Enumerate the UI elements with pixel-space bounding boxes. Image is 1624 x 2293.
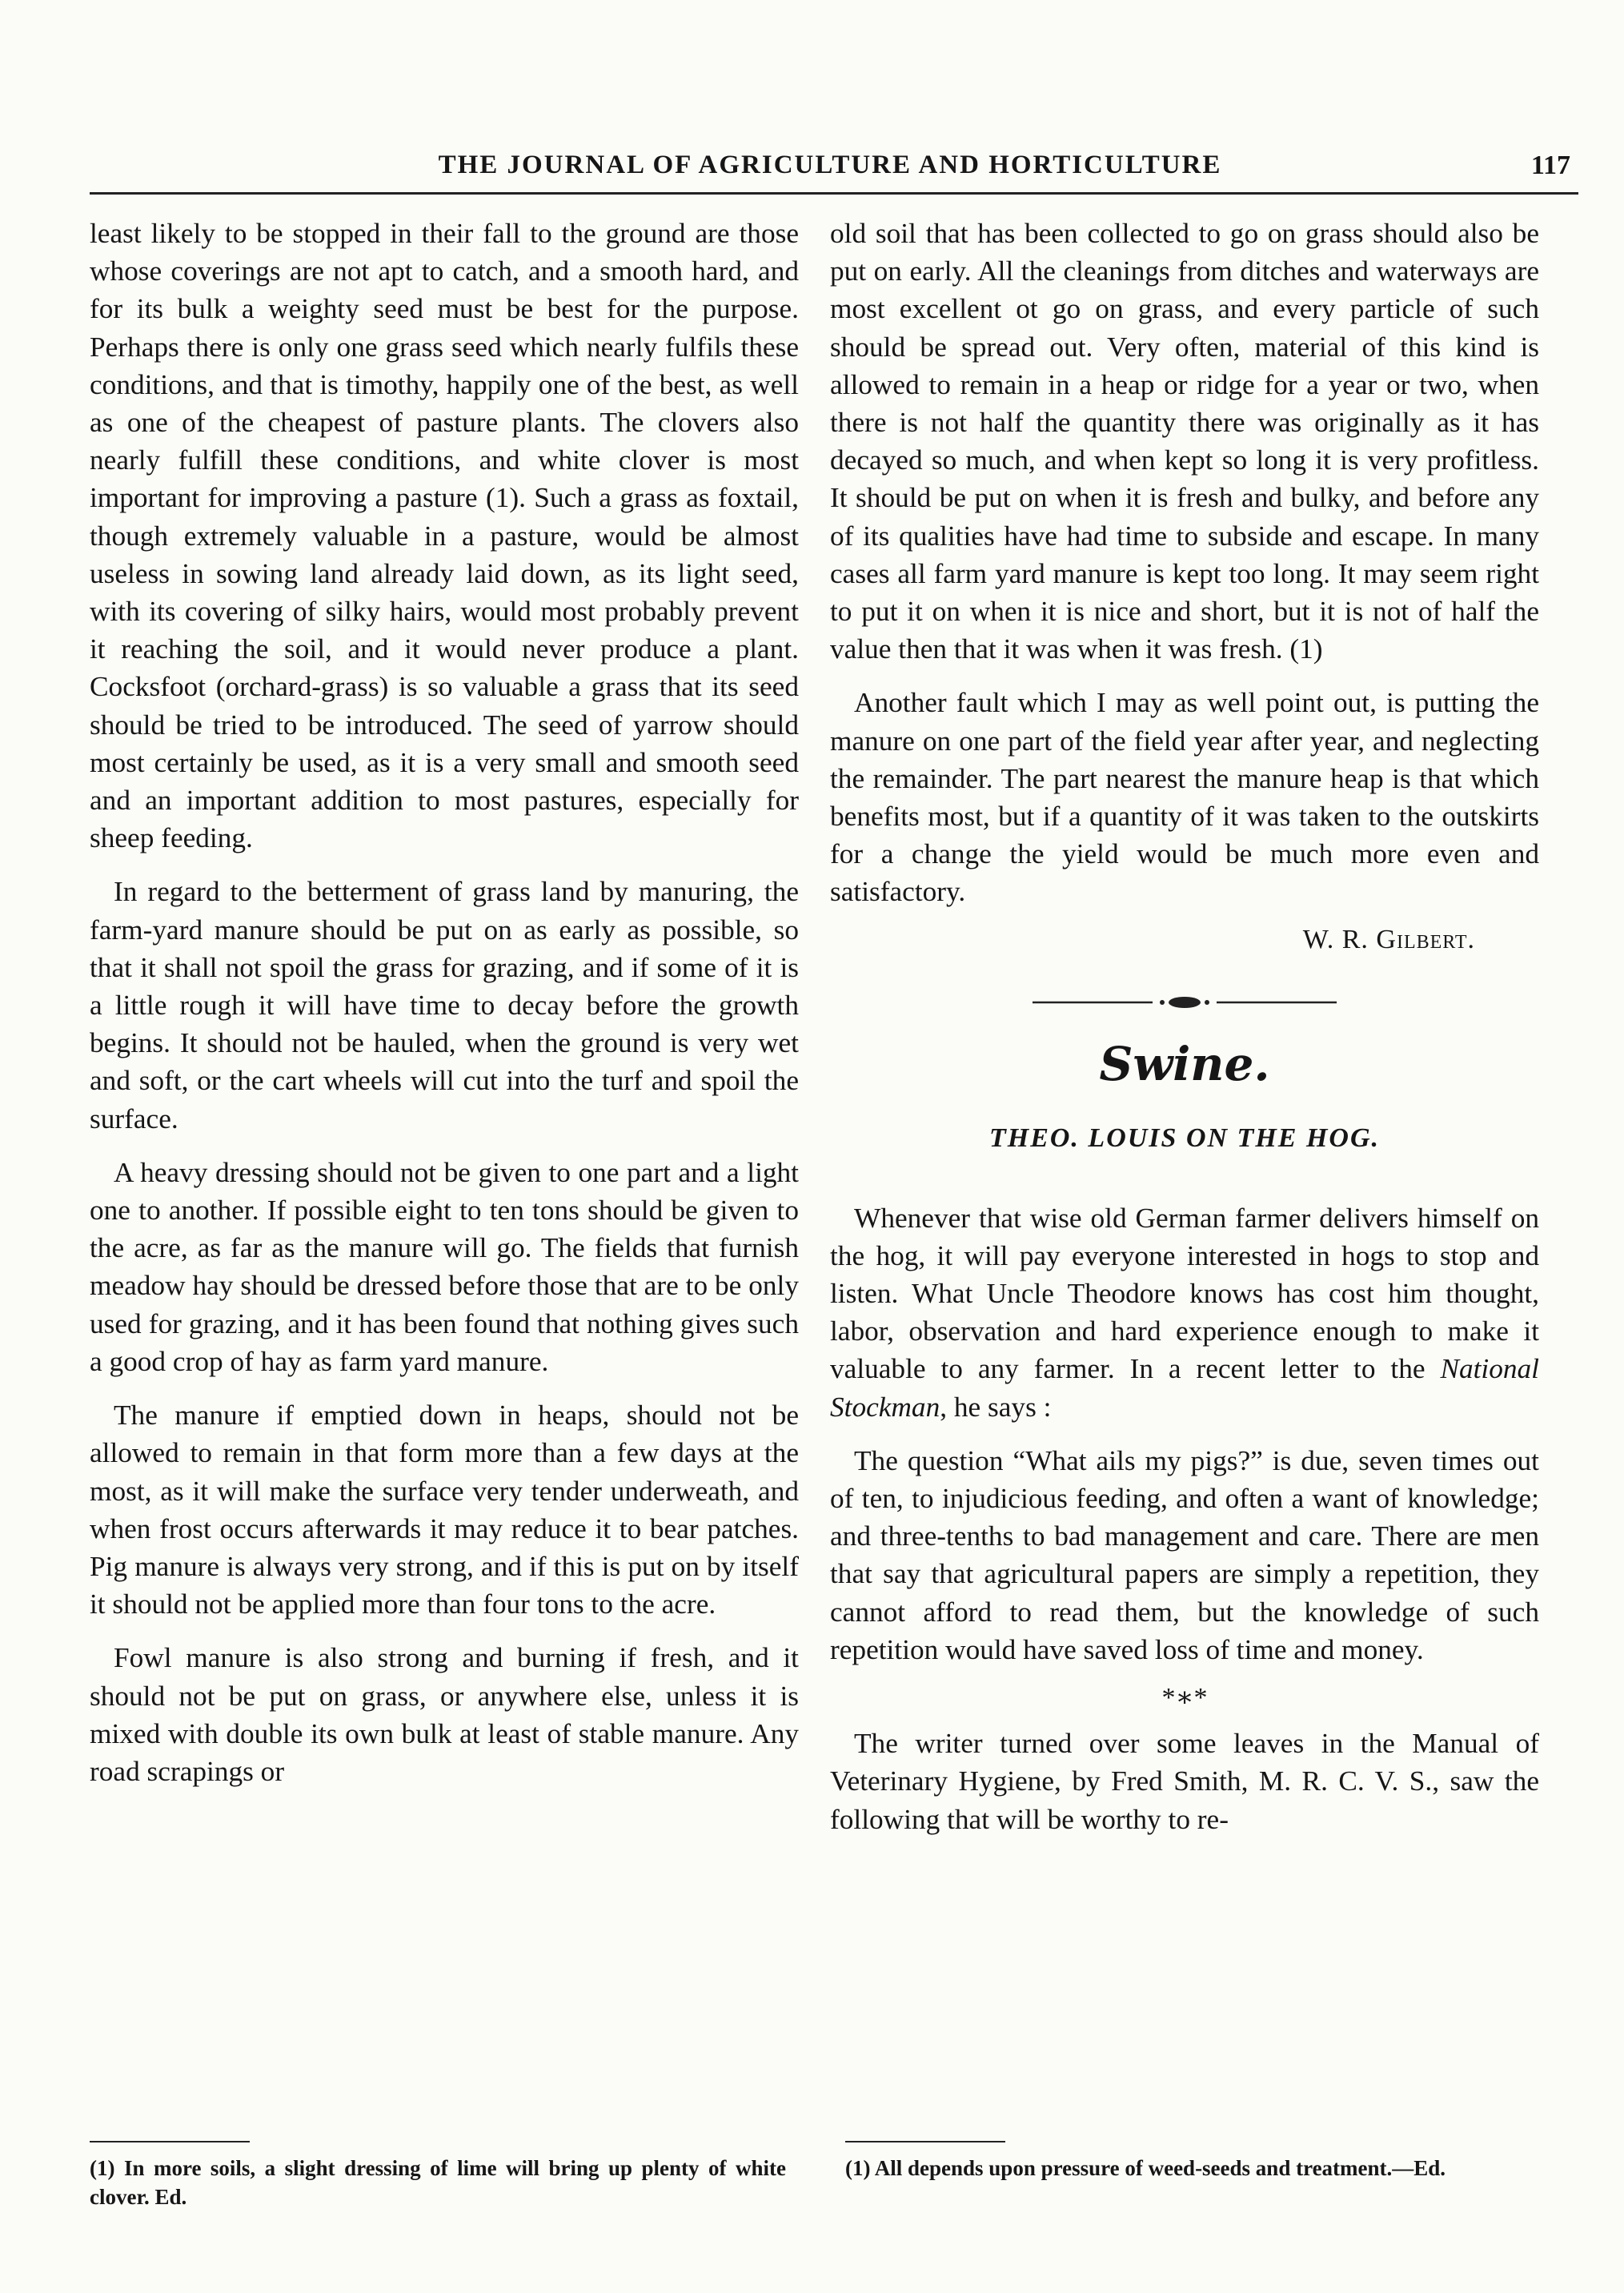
paragraph: Fowl manure is also strong and burning if fresh, and it should not be put on grass, or anywhere else, unless it is mixed with double its own bulk at least of stable manure. Any road scrapings or (90, 1642, 799, 1787)
footnote-left: (1) In more soils, a slight dressing of lime will bring up plenty of white clover. Ed. (90, 2156, 786, 2209)
publication-name: National Stockman (830, 1353, 1539, 1423)
page-number: 117 (1530, 151, 1570, 180)
right-column (830, 215, 1539, 1854)
footnote-rule (90, 2141, 250, 2142)
author-signature: W. R. Gilbert. (1302, 924, 1475, 954)
paragraph: The manure if emptied down in heaps, should not be allowed to remain in that form more than a few days at the most, as it will make the surface very tender underweath, and when frost occurs afterwards it may reduce it to bear patches. Pig manure is always very strong, and if this is put on by itself it should not be applied more than four tons to the acre. (90, 1399, 799, 1620)
paragraph: Another fault which I may as well point out, is putting the manure on one part of the field year after year, and neglecting the remainder. The part nearest the manure heap is that which benefits most, but if a quantity of it was taken to the outskirts for a change the yield would be much more even and satisfactory. (830, 687, 1539, 908)
paragraph: The writer turned over some leaves in the Manual of Veterinary Hygiene, by Fred Smith, M. R. C. V. S., saw the following that will be worthy to re- (830, 1728, 1539, 1835)
paragraph: A heavy dressing should not be given to one part and a light one to another. If possible eight to ten tons should be given to the acre, as far as the manure will go. The fields that furnish meadow hay should be dressed before those that are to be only used for grazing, and it has been found that nothing gives such a good crop of hay as farm yard manure. (90, 1156, 799, 1377)
running-header (90, 144, 1570, 187)
left-column (90, 215, 799, 1806)
paragraph: In regard to the betterment of grass land by manuring, the farm-yard manure should be put on as early as possible, so that it shall not spoil the grass for grazing, and if some of it is a little rough it will have time to decay before the growth begins. It should not be hauled, when the ground is very wet and soft, or the cart wheels will cut into the turf and spoil the surface. (90, 876, 799, 1134)
paragraph: old soil that has been collected to go on grass should also be put on early. All the cleanings from ditches and waterways are most excellent ot go on grass, and every particle of such should be spread out. Very often, material of this kind is allowed to remain in a heap or ridge for a year or two, when there is not half the quantity there was originally as it has decayed so much, and when kept so long it is very profitless. It should be put on when it is fresh and bulky, and before any of its qualities have had time to subside and escape. In many cases all farm yard manure is kept too long. It may seem right to put it on when it is nice and short, but it is not of half the value then that it was when it was fresh. (1) (830, 218, 1539, 665)
footnote-rule (845, 2141, 1005, 2142)
paragraph-text: Whenever that wise old German farmer delivers himself on the hog, it will pay everyone interested in hogs to stop and listen. What Uncle Theodore knows has cost him thought, labor, observation and hard experience enough to make it valuable to any farmer. In a recent letter to the (830, 1202, 1539, 1385)
paragraph (830, 1199, 1539, 1426)
running-title: THE JOURNAL OF AGRICULTURE AND HORTICULTURE (438, 151, 1222, 179)
section-title: Swine. (1099, 1036, 1270, 1091)
asterism: *∗* (1161, 1683, 1208, 1713)
ornamental-rule-icon (1033, 993, 1337, 1012)
paragraph-text: , he says : (940, 1391, 1052, 1423)
paragraph: least likely to be stopped in their fall to the ground are those whose coverings are not apt to catch, and a smooth hard, and for its bulk a weighty seed must be best for the purpose. Perhaps there is only one grass seed which nearly fulfils these conditions, and that is timothy, happily one of the best, as well as one of the cheapest of pasture plants. The clovers also nearly fulfill these conditions, and white clover is most important for improving a pasture (1). Such a grass as foxtail, though extremely valuable in a pasture, would be almost useless in sowing land already laid down, as its light seed, with its covering of silky hairs, would most probably prevent it reaching the soil, and it would never produce a plant. Cocksfoot (orchard-grass) is so valuable a grass that its seed should be tried to be introduced. The seed of yarrow should most certainly be used, as it is a very small and smooth seed and an important addition to most pastures, especially for sheep feeding. (90, 218, 799, 854)
paragraph: The question “What ails my pigs?” is due, seven times out of ten, to injudicious feeding, and often a want of knowledge; and three-tenths to bad management and care. There are men that say that agricultural papers are simply a repetition, they cannot afford to read them, but the knowledge of such repetition would have saved loss of time and money. (830, 1444, 1539, 1665)
footnote-right: (1) All depends upon pressure of weed-seeds and treatment.—Ed. (845, 2156, 1446, 2180)
article-title: THEO. LOUIS ON THE HOG. (988, 1122, 1381, 1153)
header-rule (90, 192, 1578, 195)
